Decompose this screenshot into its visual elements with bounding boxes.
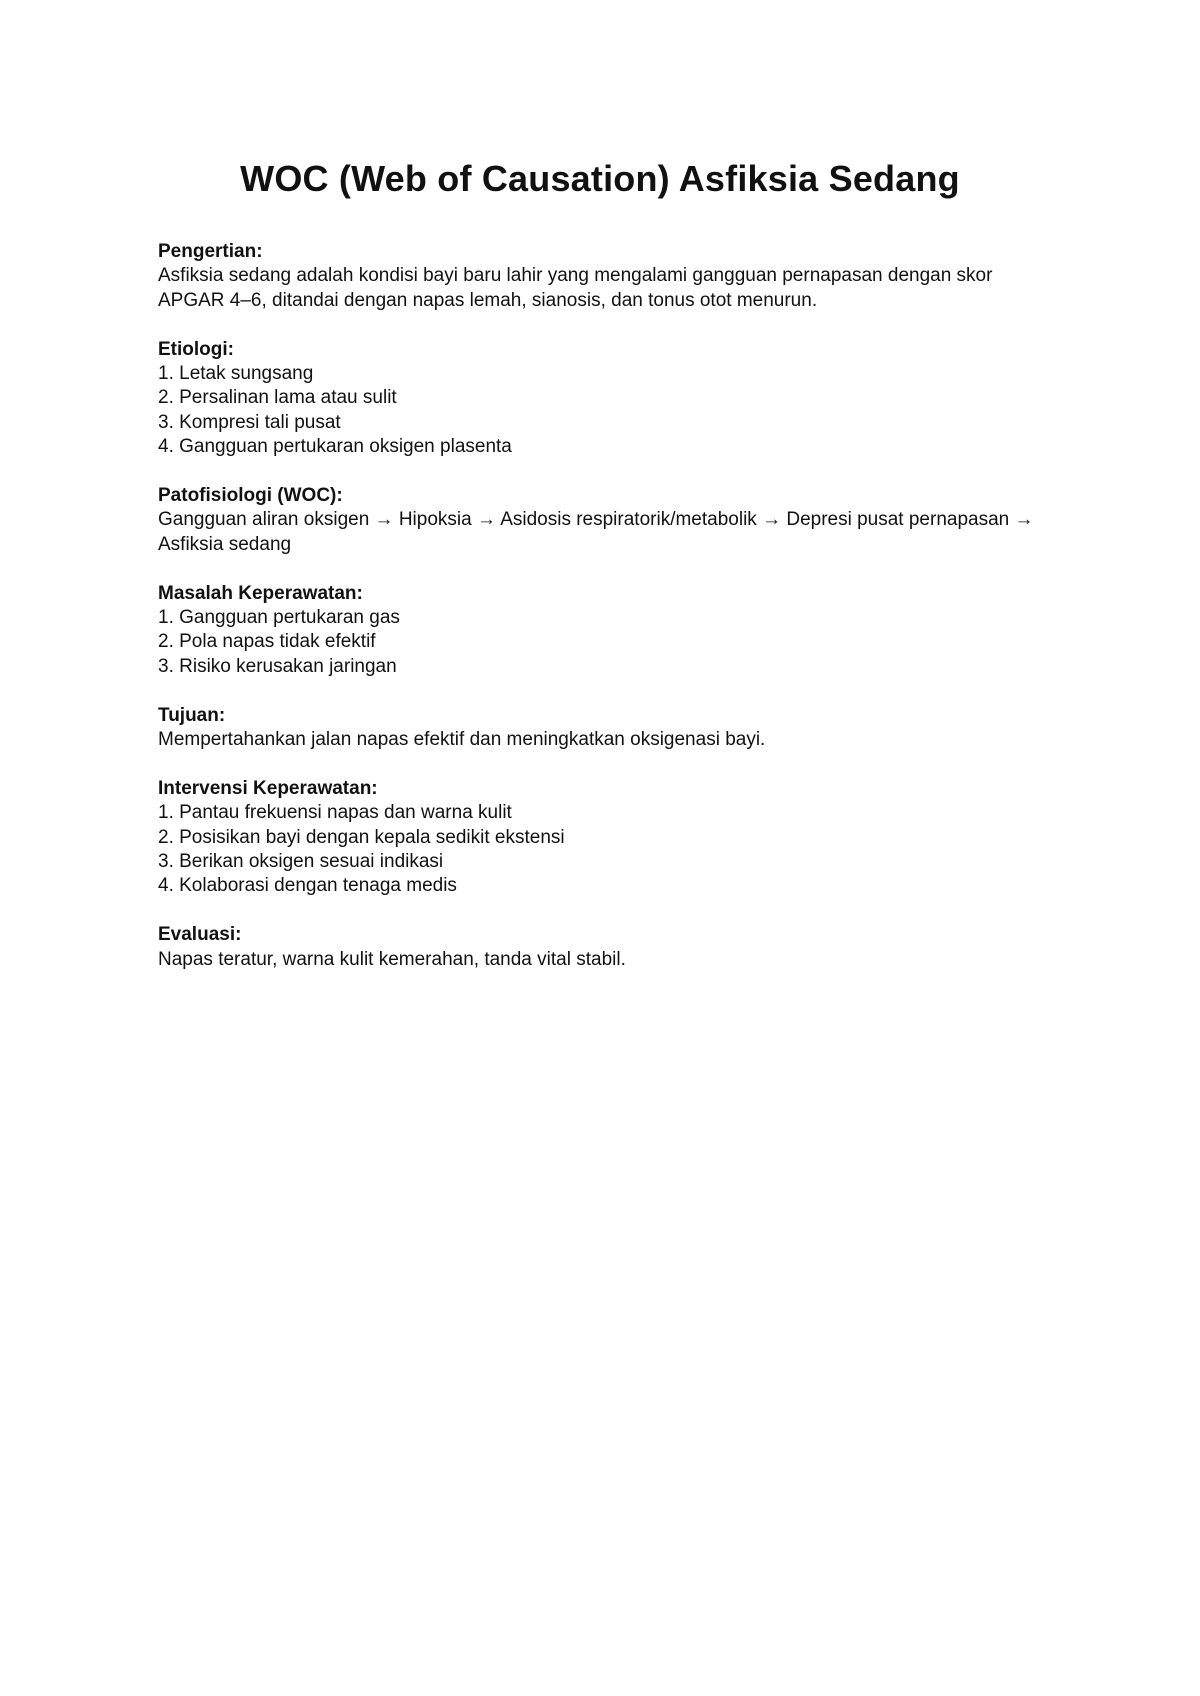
section-heading: Intervensi Keperawatan: xyxy=(158,777,378,799)
list-item: 2. Persalinan lama atau sulit xyxy=(158,387,397,409)
document-title: WOC (Web of Causation) Asfiksia Sedang xyxy=(240,158,960,199)
list-item: 1. Pantau frekuensi napas dan warna kulit xyxy=(158,802,512,824)
section-heading: Tujuan: xyxy=(158,704,226,726)
list-item: 3. Risiko kerusakan jaringan xyxy=(158,655,397,677)
section-masalah-keperawatan xyxy=(158,582,1058,680)
section-heading: Patofisiologi (WOC): xyxy=(158,485,343,507)
section-paragraph: Asfiksia sedang adalah kondisi bayi baru lahir yang mengalami gangguan pernapasan dengan skor APGAR 4–6, ditandai dengan napas lemah, sianosis, dan tonus otot menurun. xyxy=(158,265,993,311)
section-paragraph: Gangguan aliran oksigen → Hipoksia → Asidosis respiratorik/metabolik → Depresi pusat pernapasan → Asfiksia sedang xyxy=(158,509,1034,555)
section-tujuan xyxy=(158,704,1058,753)
masalah-list xyxy=(158,606,1058,679)
section-heading: Pengertian: xyxy=(158,241,263,262)
section-evaluasi xyxy=(158,923,1058,972)
section-intervensi xyxy=(158,777,1058,899)
list-item: 3. Berikan oksigen sesuai indikasi xyxy=(158,851,444,873)
list-item: 1. Gangguan pertukaran gas xyxy=(158,607,400,629)
section-etiologi xyxy=(158,338,1058,460)
list-item: 2. Pola napas tidak efektif xyxy=(158,631,376,653)
list-item: 3. Kompresi tali pusat xyxy=(158,411,341,433)
section-heading: Etiologi: xyxy=(158,338,234,360)
section-patofisiologi xyxy=(158,484,1058,557)
section-paragraph: Napas teratur, warna kulit kemerahan, tanda vital stabil. xyxy=(158,948,626,970)
list-item: 2. Posisikan bayi dengan kepala sedikit ekstensi xyxy=(158,826,565,848)
section-heading: Evaluasi: xyxy=(158,924,242,946)
intervensi-list xyxy=(158,801,1058,899)
document-body xyxy=(158,240,1058,996)
list-item: 4. Kolaborasi dengan tenaga medis xyxy=(158,875,457,897)
list-item: 4. Gangguan pertukaran oksigen plasenta xyxy=(158,436,512,458)
section-paragraph: Mempertahankan jalan napas efektif dan meningkatkan oksigenasi bayi. xyxy=(158,729,766,751)
section-heading: Masalah Keperawatan: xyxy=(158,582,363,604)
list-item: 1. Letak sungsang xyxy=(158,363,314,385)
section-pengertian xyxy=(158,240,1058,313)
etiologi-list xyxy=(158,362,1058,460)
